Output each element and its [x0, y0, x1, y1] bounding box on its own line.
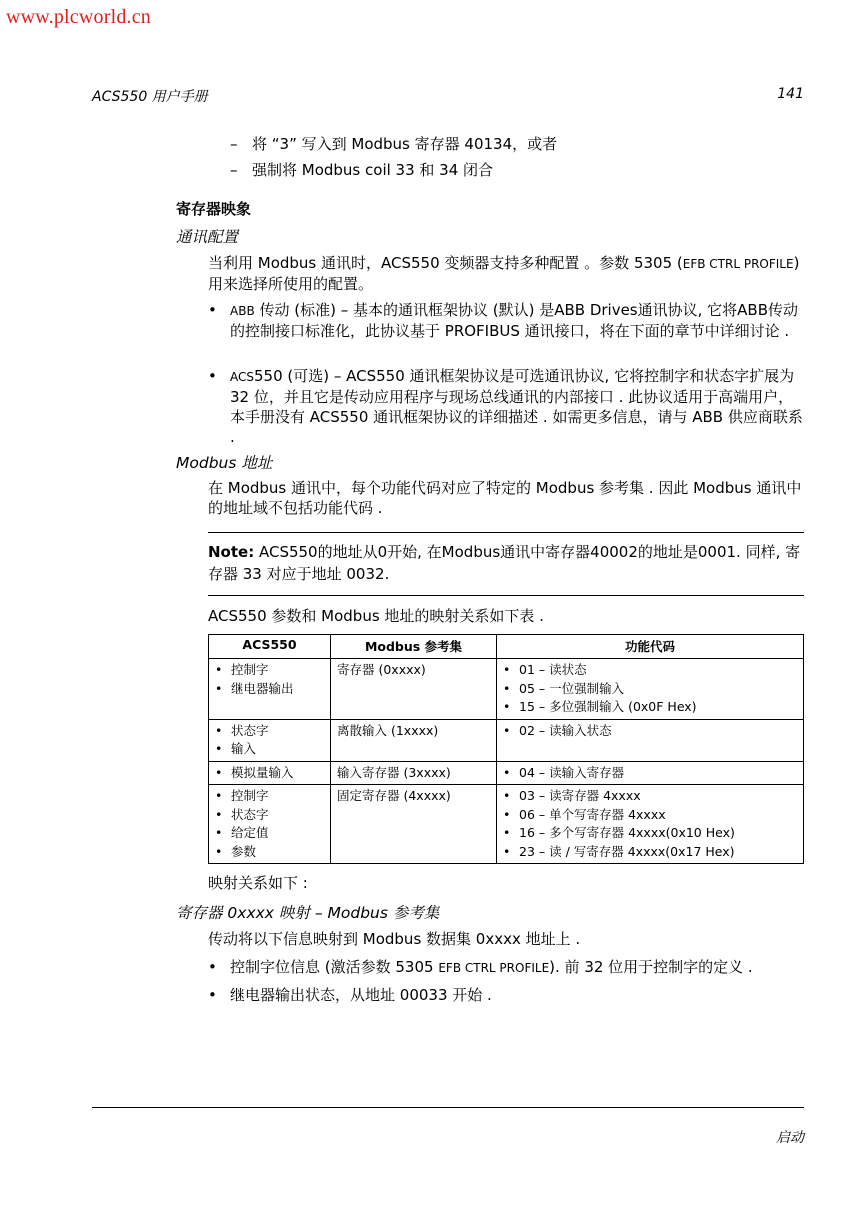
cell-text: 15 – 多位强制输入 (0x0F Hex): [519, 699, 697, 714]
cell-text: 模拟量输入: [231, 764, 294, 780]
ref-cell: 固定寄存器 (4xxxx): [331, 785, 497, 864]
watermark[interactable]: www.plcworld.cn: [6, 6, 152, 28]
cell-item: • 模拟量输入: [215, 764, 294, 780]
table-row: [209, 659, 804, 720]
cell-item: • 16 – 多个写寄存器 4xxxx(0x10 Hex): [503, 825, 735, 840]
cell-text: 状态字: [231, 722, 269, 738]
cell-text: 06 – 单个写寄存器 4xxxx: [519, 806, 666, 822]
profile-prefix: ACS: [230, 370, 254, 384]
mapping-table: [208, 634, 804, 864]
cell-item: • 23 – 读 / 写寄存器 4xxxx(0x17 Hex): [503, 843, 735, 859]
ref-cell: 离散输入 (1xxxx): [331, 719, 497, 761]
list-item: [208, 957, 808, 978]
cell-item: • 06 – 单个写寄存器 4xxxx: [503, 806, 666, 822]
cell-text: 控制字: [231, 662, 269, 677]
params-cell: [209, 761, 331, 785]
param-name: EFB CTRL PROFILE: [438, 961, 550, 975]
cell-item: • 控制字: [215, 662, 269, 677]
table-header-row: [209, 635, 804, 659]
note-box: [208, 532, 804, 596]
ref-cell: 寄存器 (0xxxx): [331, 659, 497, 720]
table-row: [209, 785, 804, 864]
list-item: [208, 300, 808, 341]
comm-para-text-end: ) 用来选择所使用的配置。: [208, 254, 800, 293]
subsection-title-address: Modbus 地址: [176, 454, 273, 472]
page-number: 141: [777, 86, 804, 102]
cell-text: 23 – 读 / 写寄存器 4xxxx(0x17 Hex): [519, 843, 735, 859]
cell-item: • 04 – 读输入寄存器: [503, 764, 625, 780]
cell-item: • 15 – 多位强制输入 (0x0F Hex): [503, 699, 697, 714]
column-header: 功能代码: [497, 635, 804, 659]
cell-item: • 控制字: [215, 788, 269, 803]
cell-text: 控制字: [231, 788, 269, 803]
cell-item: • 状态字: [215, 722, 269, 738]
dash-item-text: 强制将 Modbus coil 33 和 34 闭合: [252, 161, 494, 179]
list-item-text: 继电器输出状态，从地址 00033 开始 .: [230, 986, 492, 1004]
codes-cell: [497, 719, 804, 761]
dash-marker: –: [230, 135, 238, 153]
subsection-title-0xxxx: 寄存器 0xxxx 映射 – Modbus 参考集: [176, 904, 440, 922]
cell-text: 继电器输出: [231, 680, 294, 696]
section-title: 寄存器映象: [176, 200, 252, 218]
comm-config-paragraph: [208, 253, 808, 294]
comm-para-text: 当利用 Modbus 通讯时，ACS550 变频器支持多种配置 。参数 5305 (: [208, 254, 683, 272]
cell-text: 05 – 一位强制输入: [519, 680, 625, 696]
codes-cell: [497, 659, 804, 720]
bullet-marker: •: [208, 986, 217, 1004]
params-cell: [209, 785, 331, 864]
params-cell: [209, 719, 331, 761]
table-intro: ACS550 参数和 Modbus 地址的映射关系如下表 .: [208, 607, 544, 625]
cell-text: 02 – 读输入状态: [519, 722, 612, 738]
bullet-marker: •: [208, 958, 217, 976]
list-item-text: 控制字位信息 (激活参数 5305: [230, 958, 439, 976]
dash-list-item: [230, 134, 557, 154]
footer-divider: [92, 1107, 804, 1108]
cell-item: • 给定值: [215, 825, 269, 840]
cell-text: 01 – 读状态: [519, 662, 587, 677]
list-item: [208, 366, 808, 447]
codes-cell: [497, 761, 804, 785]
list-item-text-end: ). 前 32 位用于控制字的定义 .: [549, 958, 753, 976]
cell-item: • 状态字: [215, 806, 269, 822]
cell-item: • 继电器输出: [215, 680, 294, 696]
cell-item: • 03 – 读寄存器 4xxxx: [503, 788, 641, 803]
table-row: [209, 761, 804, 785]
footer-section-name: 启动: [776, 1130, 804, 1146]
list-item-text: 传动 (标准) – 基本的通讯框架协议 (默认) 是ABB Drives通讯协议, 它将ABB传动的控制接口标准化，此协议基于 PROFIBUS 通讯接口，将在下面的章节中详细讨论 .: [230, 301, 799, 340]
subsection-title-comm: 通讯配置: [176, 228, 239, 246]
cell-item: • 参数: [215, 843, 257, 859]
column-header: ACS550: [209, 635, 331, 659]
list-item: [208, 985, 808, 1005]
cell-text: 参数: [231, 843, 257, 859]
cell-text: 状态字: [231, 806, 269, 822]
column-header: Modbus 参考集: [331, 635, 497, 659]
cell-text: 03 – 读寄存器 4xxxx: [519, 788, 641, 803]
dash-list-item: [230, 160, 493, 180]
cell-text: 16 – 多个写寄存器 4xxxx(0x10 Hex): [519, 825, 735, 840]
note-body: ACS550的地址从0开始, 在Modbus通讯中寄存器40002的地址是0001. 同样, 寄存器 33 对应于地址 0032.: [208, 543, 801, 583]
cell-item: • 05 – 一位强制输入: [503, 680, 625, 696]
bullet-marker: •: [208, 367, 217, 385]
codes-cell: [497, 785, 804, 864]
list-item-text: 550 (可选) – ACS550 通讯框架协议是可选通讯协议, 它将控制字和状态字扩展为 32 位，并且它是传动应用程序与现场总线通讯的内部接口 . 此协议适用于高端用户，本手册没有 ACS550 通讯框架协议的详细描述 . 如需更多信息，请与 ABB 供应商联系 .: [230, 367, 803, 446]
running-header-title: ACS550 用户手册: [92, 89, 208, 105]
map-paragraph: 传动将以下信息映射到 Modbus 数据集 0xxxx 地址上 .: [208, 930, 581, 948]
ref-cell: 输入寄存器 (3xxxx): [331, 761, 497, 785]
note-label: Note:: [208, 543, 255, 561]
address-paragraph: 在 Modbus 通讯中，每个功能代码对应了特定的 Modbus 参考集 . 因此 Modbus 通讯中的地址域不包括功能代码 .: [208, 479, 802, 517]
cell-text: 给定值: [231, 825, 269, 840]
table-row: [209, 719, 804, 761]
cell-item: • 输入: [215, 741, 257, 756]
param-name: EFB CTRL PROFILE: [682, 257, 794, 271]
note-text: [208, 541, 804, 585]
mapping-intro: 映射关系如下 :: [208, 874, 308, 892]
profile-prefix: ABB: [230, 304, 255, 318]
cell-text: 04 – 读输入寄存器: [519, 764, 625, 780]
params-cell: [209, 659, 331, 720]
cell-item: • 02 – 读输入状态: [503, 722, 612, 738]
cell-item: • 01 – 读状态: [503, 662, 587, 677]
bullet-marker: •: [208, 301, 217, 319]
cell-text: 输入: [231, 741, 257, 756]
dash-item-text: 将 “3” 写入到 Modbus 寄存器 40134，或者: [252, 135, 558, 153]
dash-marker: –: [230, 161, 238, 179]
